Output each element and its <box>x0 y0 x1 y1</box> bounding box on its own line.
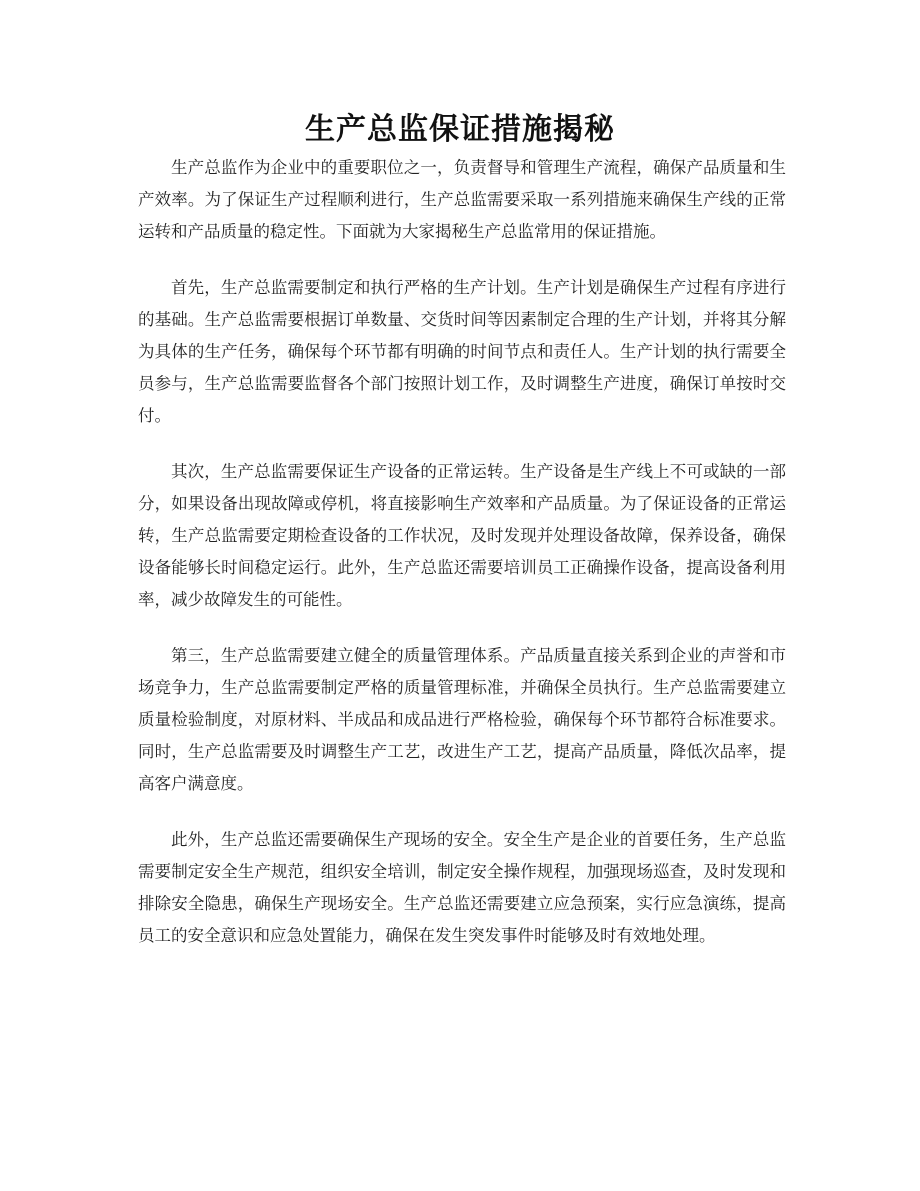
paragraph-intro: 生产总监作为企业中的重要职位之一，负责督导和管理生产流程，确保产品质量和生产效率。为了保证生产过程顺利进行，生产总监需要采取一系列措施来确保生产线的正常运转和产品质量的稳定性。下面就为大家揭秘生产总监常用的保证措施。 <box>138 158 786 241</box>
page-title: 生产总监保证措施揭秘 <box>305 112 615 147</box>
paragraph-production-plan: 首先，生产总监需要制定和执行严格的生产计划。生产计划是确保生产过程有序进行的基础。生产总监需要根据订单数量、交货时间等因素制定合理的生产计划，并将其分解为具体的生产任务，确保每个环节都有明确的时间节点和责任人。生产计划的执行需要全员参与，生产总监需要监督各个部门按照计划工作，及时调整生产进度，确保订单按时交付。 <box>138 278 786 425</box>
document-body <box>138 152 786 976</box>
paragraph-equipment: 其次，生产总监需要保证生产设备的正常运转。生产设备是生产线上不可或缺的一部分，如果设备出现故障或停机，将直接影响生产效率和产品质量。为了保证设备的正常运转，生产总监需要定期检查设备的工作状况，及时发现并处理设备故障，保养设备，确保设备能够长时间稳定运行。此外，生产总监还需要培训员工正确操作设备，提高设备利用率，减少故障发生的可能性。 <box>138 462 786 609</box>
paragraph-safety: 此外，生产总监还需要确保生产现场的安全。安全生产是企业的首要任务，生产总监需要制定安全生产规范，组织安全培训，制定安全操作规程，加强现场巡查，及时发现和排除安全隐患，确保生产现场安全。生产总监还需要建立应急预案，实行应急演练，提高员工的安全意识和应急处置能力，确保在发生突发事件时能够及时有效地处理。 <box>138 830 786 945</box>
paragraph-quality: 第三，生产总监需要建立健全的质量管理体系。产品质量直接关系到企业的声誉和市场竞争力，生产总监需要制定严格的质量管理标准，并确保全员执行。生产总监需要建立质量检验制度，对原材料、半成品和成品进行严格检验，确保每个环节都符合标准要求。同时，生产总监需要及时调整生产工艺，改进生产工艺，提高产品质量，降低次品率，提高客户满意度。 <box>138 646 786 793</box>
